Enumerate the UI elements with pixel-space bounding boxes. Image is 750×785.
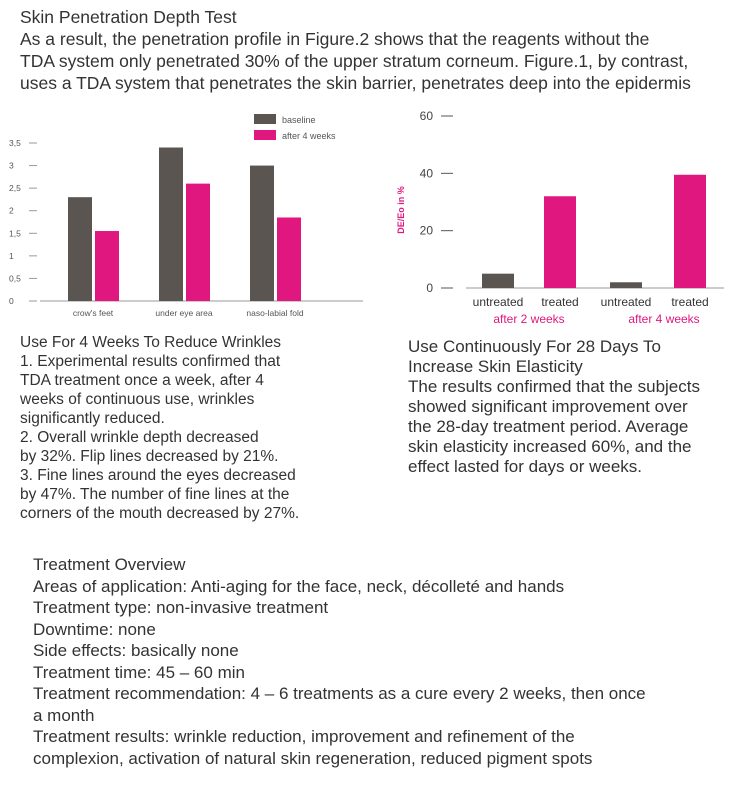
y-tick-label: 0,5 [9, 273, 21, 284]
elasticity-line: showed significant improvement over [408, 397, 688, 416]
group-label-after-4-weeks: after 4 weeks [628, 312, 700, 326]
overview-line: Treatment results: wrinkle reduction, improvement and refinement of the [33, 727, 575, 746]
elasticity-section [408, 337, 748, 477]
y-tick-label: 0 [426, 281, 433, 295]
y-tick-label: 60 [419, 109, 433, 123]
bar-untreated [610, 282, 642, 288]
legend-label-baseline: baseline [282, 115, 316, 125]
x-category-label: crow's feet [72, 308, 114, 318]
bar-after-4-weeks [277, 217, 301, 301]
wrinkle-line: 1. Experimental results confirmed that [20, 353, 281, 370]
elasticity-line: the 28-day treatment period. Average [408, 417, 689, 436]
x-category-label: untreated [472, 295, 524, 309]
y-tick-label: 2,5 [9, 183, 21, 194]
treatment-overview [33, 554, 748, 769]
wrinkle-chart [0, 105, 380, 330]
y-tick-label: 2 [9, 205, 14, 216]
bar-treated [674, 175, 706, 288]
wrinkle-chart-x-labels [73, 308, 304, 318]
wrinkle-section [20, 333, 380, 523]
legend-swatch-after-4-weeks [254, 130, 276, 140]
wrinkle-line: by 32%. Flip lines decreased by 21%. [20, 448, 279, 465]
overview-line: a month [33, 705, 95, 725]
elasticity-title: Increase Skin Elasticity [408, 357, 583, 376]
elasticity-chart-x-labels [473, 295, 709, 309]
overview-line: Areas of application: Anti-aging for the face, neck, décolleté and hands [33, 576, 565, 596]
elasticity-chart-y-label: DE/Eo in % [396, 186, 406, 234]
y-tick-label: 0 [9, 296, 14, 306]
intro-section [20, 6, 745, 94]
elasticity-chart [380, 100, 750, 335]
intro-line: TDA system only penetrated 30% of the upper stratum corneum. Figure.1, by contrast, [20, 51, 689, 71]
y-tick-label: 1,5 [9, 228, 21, 239]
intro-line: uses a TDA system that penetrates the skin barrier, penetrates deep into the epidermis [20, 73, 691, 93]
legend-label-after-4-weeks: after 4 weeks [282, 131, 336, 141]
wrinkle-line: corners of the mouth decreased by 27%. [20, 505, 300, 522]
overview-line: Treatment recommendation: 4 – 6 treatments as a cure every 2 weeks, then once [33, 684, 646, 703]
x-category-label: under eye area [155, 308, 213, 318]
overview-line: Side effects: basically none [33, 641, 239, 660]
legend-swatch-baseline [254, 114, 276, 124]
overview-title: Treatment Overview [33, 555, 186, 574]
intro-line: As a result, the penetration profile in Figure.2 shows that the reagents without the [20, 29, 650, 49]
group-label-after-2-weeks: after 2 weeks [493, 312, 565, 326]
x-category-label: naso-labial fold [246, 308, 304, 318]
bar-treated [544, 196, 576, 288]
y-tick-label: 20 [419, 223, 433, 238]
elasticity-chart-bars [482, 175, 706, 288]
elasticity-title: Use Continuously For 28 Days To [408, 337, 661, 356]
y-tick-label: 1 [9, 250, 14, 261]
bar-baseline [250, 166, 274, 301]
overview-line: Treatment time: 45 – 60 min [33, 662, 245, 682]
y-tick-label: 40 [419, 166, 433, 181]
bar-untreated [482, 274, 514, 288]
wrinkle-line: 3. Fine lines around the eyes decreased [20, 467, 296, 484]
wrinkle-line: 2. Overall wrinkle depth decreased [20, 429, 259, 446]
wrinkle-line: significantly reduced. [20, 410, 165, 427]
wrinkle-line: weeks of continuous use, wrinkles [20, 391, 255, 408]
elasticity-line: effect lasted for days or weeks. [408, 457, 643, 476]
wrinkle-chart-bars [68, 148, 301, 301]
elasticity-line: The results confirmed that the subjects [408, 377, 700, 396]
x-category-label: treated [671, 295, 709, 309]
bar-baseline [159, 148, 183, 301]
wrinkle-title: Use For 4 Weeks To Reduce Wrinkles [20, 334, 282, 351]
wrinkle-chart-legend [254, 114, 336, 141]
bar-baseline [68, 197, 92, 301]
bar-after-4-weeks [95, 231, 119, 301]
y-tick-label: 3,5 [9, 138, 21, 148]
overview-line: complexion, activation of natural skin regeneration, reduced pigment spots [33, 748, 593, 768]
overview-line: Downtime: none [33, 619, 156, 639]
elasticity-line: skin elasticity increased 60%, and the [408, 437, 692, 456]
wrinkle-line: by 47%. The number of fine lines at the [20, 486, 290, 503]
bar-after-4-weeks [186, 184, 210, 301]
overview-line: Treatment type: non-invasive treatment [33, 598, 329, 617]
intro-title: Skin Penetration Depth Test [20, 7, 237, 27]
x-category-label: treated [541, 295, 579, 309]
wrinkle-line: TDA treatment once a week, after 4 [20, 372, 264, 389]
y-tick-label: 3 [9, 160, 14, 171]
x-category-label: untreated [600, 295, 652, 309]
